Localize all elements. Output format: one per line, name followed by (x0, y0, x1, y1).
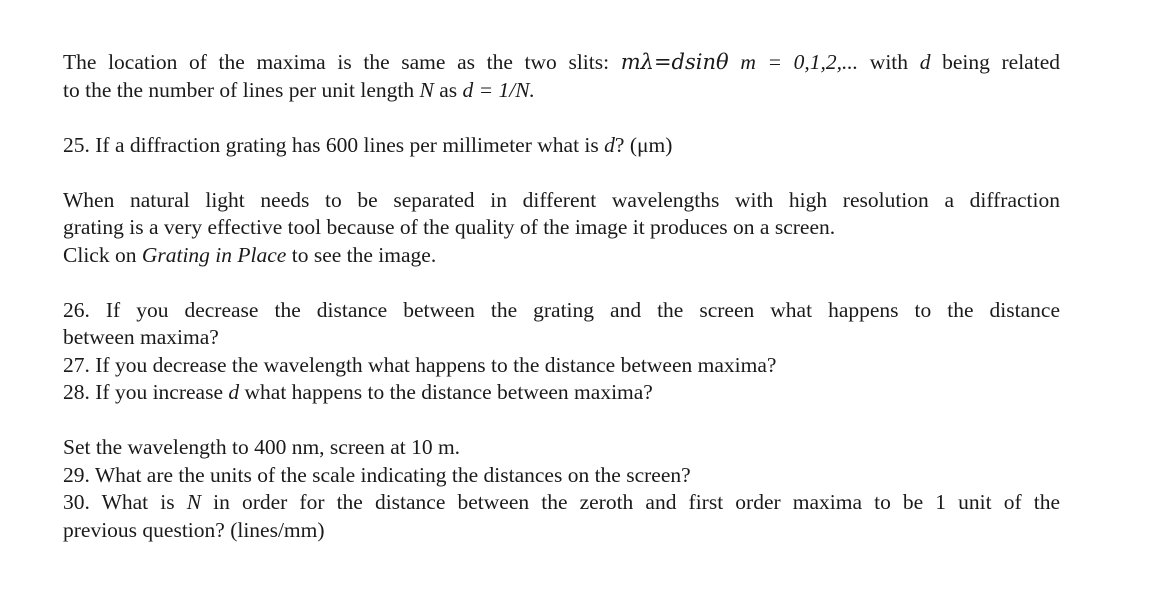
intro-text: with (858, 50, 920, 74)
question-line: 29. What are the units of the scale indicating the distances on the screen? (63, 462, 691, 487)
question-25 (63, 132, 1060, 160)
paragraph-line: grating is a very effective tool because of the quality of the image it produces on a screen. (63, 215, 836, 239)
question-text: 28. If you increase (63, 380, 229, 404)
variable-d: d (919, 50, 931, 74)
paragraph-line: When natural light needs to be separated in different wavelengths with high resolution a diffraction (63, 187, 1060, 212)
question-text: what happens to the distance between maxima? (239, 380, 653, 404)
question-30 (63, 489, 1060, 544)
document-body (63, 49, 1060, 544)
question-text: in order for the distance between the zeroth and first order maxima to be 1 unit of the (201, 490, 1060, 514)
variable-d: d (604, 132, 615, 157)
intro-line-2 (63, 77, 1060, 105)
question-26 (63, 297, 1060, 352)
intro-line-1 (63, 49, 1060, 77)
intro-paragraph (63, 49, 1060, 104)
question-29 (63, 462, 1060, 490)
intro-text: being related (930, 50, 1060, 74)
question-line: 27. If you decrease the wavelength what happens to the distance between maxima? (63, 352, 777, 377)
natural-light-paragraph (63, 187, 1060, 270)
intro-text: The location of the maxima is the same as the two slits: (63, 50, 621, 74)
question-27 (63, 352, 1060, 380)
variable-n: N (186, 490, 202, 514)
order-values: m = 0,1,2,... (728, 50, 859, 74)
question-line: previous question? (lines/mm) (63, 517, 325, 542)
paragraph-text: Click on (63, 242, 142, 267)
question-line: between maxima? (63, 325, 219, 349)
d-relation: d = 1/N. (462, 77, 535, 102)
setup-text: Set the wavelength to 400 nm, screen at 10 m. (63, 435, 461, 459)
intro-text: as (433, 77, 463, 102)
question-text: 30. What is (63, 490, 187, 514)
question-28 (63, 379, 1060, 407)
paragraph-text: to see the image. (286, 242, 437, 267)
grating-in-place-link[interactable]: Grating in Place (141, 242, 287, 267)
grating-equation: mλ=dsinθ (620, 50, 729, 74)
question-line: 26. If you decrease the distance between the grating and the screen what happens to the distance (63, 297, 1060, 322)
variable-n: N (419, 77, 434, 102)
question-text: 25. If a diffraction grating has 600 lines per millimeter what is (63, 132, 605, 157)
setup-instruction (63, 434, 1060, 462)
question-text: ? (μm) (614, 132, 673, 157)
intro-text: to the the number of lines per unit length (63, 77, 420, 102)
variable-d: d (228, 380, 240, 404)
